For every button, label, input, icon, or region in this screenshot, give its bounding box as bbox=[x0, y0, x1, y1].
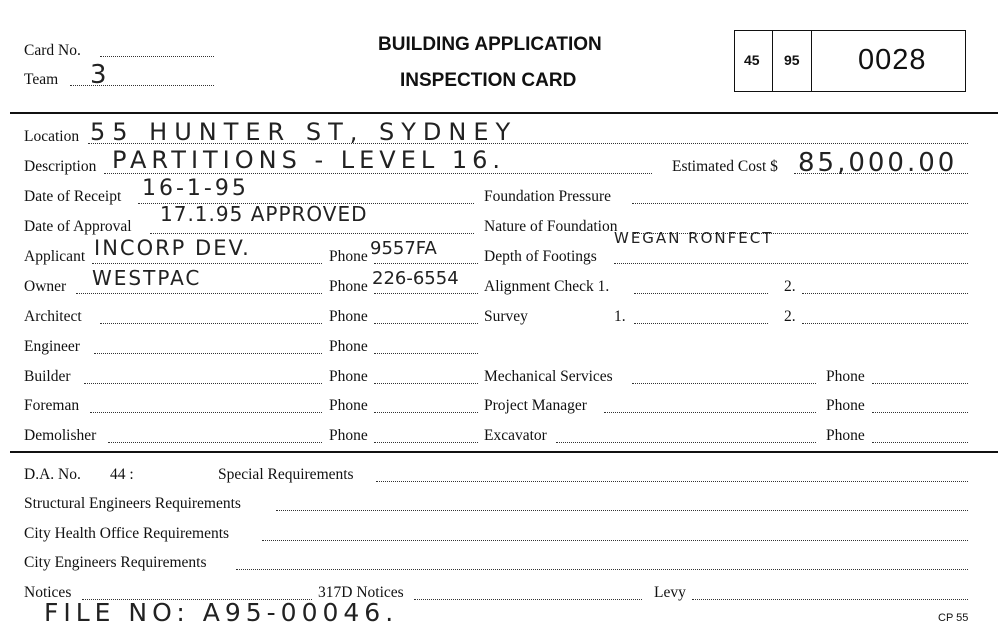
city-engineers-label: City Engineers Requirements bbox=[24, 554, 207, 571]
mechanical-services-field[interactable] bbox=[632, 383, 816, 384]
description-value: PARTITIONS - LEVEL 16. bbox=[112, 146, 506, 174]
date-of-receipt-value: 16-1-95 bbox=[142, 176, 249, 201]
middle-rule bbox=[10, 451, 998, 453]
form-title-line2: INSPECTION CARD bbox=[400, 70, 577, 91]
alignment-check-label: Alignment Check 1. bbox=[484, 278, 610, 295]
levy-label: Levy bbox=[654, 584, 686, 601]
owner-phone-field[interactable] bbox=[374, 293, 478, 294]
project-manager-phone-label: Phone bbox=[826, 397, 865, 414]
survey-label: Survey bbox=[484, 308, 528, 325]
applicant-label: Applicant bbox=[24, 248, 86, 265]
city-health-label: City Health Office Requirements bbox=[24, 525, 230, 542]
excavator-phone-label: Phone bbox=[826, 427, 865, 444]
applicant-phone-field[interactable] bbox=[374, 263, 478, 264]
date-of-approval-value: 17.1.95 APPROVED bbox=[160, 202, 368, 226]
team-label: Team bbox=[24, 71, 59, 88]
project-manager-field[interactable] bbox=[604, 412, 816, 413]
special-requirements-field[interactable] bbox=[376, 481, 968, 482]
applicant-value: INCORP DEV. bbox=[94, 236, 251, 260]
structural-engineers-field[interactable] bbox=[276, 510, 968, 511]
owner-field[interactable] bbox=[76, 293, 322, 294]
alignment-check-2-field[interactable] bbox=[802, 293, 968, 294]
applicant-phone-label: Phone bbox=[329, 248, 368, 265]
architect-phone-label: Phone bbox=[329, 308, 368, 325]
demolisher-phone-label: Phone bbox=[329, 427, 368, 444]
da-no-value: 44 : bbox=[110, 466, 134, 483]
date-of-receipt-label: Date of Receipt bbox=[24, 188, 122, 205]
excavator-phone-field[interactable] bbox=[872, 442, 968, 443]
depth-of-footings-field[interactable] bbox=[614, 263, 968, 264]
foreman-label: Foreman bbox=[24, 397, 80, 414]
builder-field[interactable] bbox=[84, 383, 322, 384]
description-label: Description bbox=[24, 158, 97, 175]
code-2: 95 bbox=[784, 52, 800, 68]
notices-label: Notices bbox=[24, 584, 72, 601]
mechanical-services-phone-label: Phone bbox=[826, 368, 865, 385]
da-no-label: D.A. No. bbox=[24, 466, 81, 483]
file-no-value: FILE NO: A95-00046. bbox=[44, 598, 399, 627]
form-title-line1: BUILDING APPLICATION bbox=[378, 34, 602, 55]
city-engineers-field[interactable] bbox=[236, 569, 968, 570]
alignment-check-2-label: 2. bbox=[784, 278, 796, 295]
date-of-approval-label: Date of Approval bbox=[24, 218, 132, 235]
mechanical-services-label: Mechanical Services bbox=[484, 368, 613, 385]
survey-2-field[interactable] bbox=[802, 323, 968, 324]
architect-phone-field[interactable] bbox=[374, 323, 478, 324]
city-health-field[interactable] bbox=[262, 540, 968, 541]
foreman-phone-field[interactable] bbox=[374, 412, 478, 413]
nature-of-foundation-label: Nature of Foundation bbox=[484, 218, 618, 235]
applicant-phone-value: 9557FA bbox=[370, 238, 437, 259]
engineer-field[interactable] bbox=[94, 353, 322, 354]
top-rule bbox=[10, 112, 998, 114]
engineer-phone-label: Phone bbox=[329, 338, 368, 355]
architect-field[interactable] bbox=[100, 323, 322, 324]
team-value: 3 bbox=[90, 60, 110, 90]
foreman-phone-label: Phone bbox=[329, 397, 368, 414]
foundation-pressure-label: Foundation Pressure bbox=[484, 188, 612, 205]
demolisher-label: Demolisher bbox=[24, 427, 97, 444]
demolisher-field[interactable] bbox=[108, 442, 322, 443]
foundation-pressure-field[interactable] bbox=[632, 203, 968, 204]
estimated-cost-label: Estimated Cost $ bbox=[672, 158, 778, 175]
applicant-field[interactable] bbox=[92, 263, 322, 264]
project-manager-phone-field[interactable] bbox=[872, 412, 968, 413]
mechanical-services-phone-field[interactable] bbox=[872, 383, 968, 384]
location-label: Location bbox=[24, 128, 80, 145]
code-1: 45 bbox=[744, 52, 760, 68]
excavator-label: Excavator bbox=[484, 427, 547, 444]
structural-engineers-label: Structural Engineers Requirements bbox=[24, 495, 241, 512]
architect-label: Architect bbox=[24, 308, 82, 325]
levy-field[interactable] bbox=[692, 599, 968, 600]
card-no-field[interactable] bbox=[100, 56, 214, 57]
survey-1-field[interactable] bbox=[634, 323, 768, 324]
builder-phone-label: Phone bbox=[329, 368, 368, 385]
date-of-approval-field[interactable] bbox=[150, 233, 474, 234]
form-code: CP 55 bbox=[938, 612, 969, 624]
nature-of-foundation-value: WEGAN RONFECT bbox=[614, 229, 774, 247]
special-requirements-label: Special Requirements bbox=[218, 466, 354, 483]
demolisher-phone-field[interactable] bbox=[374, 442, 478, 443]
depth-of-footings-label: Depth of Footings bbox=[484, 248, 597, 265]
survey-1-label: 1. bbox=[614, 308, 626, 325]
owner-phone-value: 226-6554 bbox=[372, 268, 459, 289]
notices-317d-field[interactable] bbox=[414, 599, 642, 600]
owner-value: WESTPAC bbox=[92, 266, 202, 290]
card-no-label: Card No. bbox=[24, 42, 81, 59]
location-value: 55 HUNTER ST, SYDNEY bbox=[90, 118, 518, 146]
survey-2-label: 2. bbox=[784, 308, 796, 325]
engineer-label: Engineer bbox=[24, 338, 80, 355]
engineer-phone-field[interactable] bbox=[374, 353, 478, 354]
excavator-field[interactable] bbox=[556, 442, 816, 443]
builder-phone-field[interactable] bbox=[374, 383, 478, 384]
foreman-field[interactable] bbox=[90, 412, 322, 413]
project-manager-label: Project Manager bbox=[484, 397, 587, 414]
notices-317d-label: 317D Notices bbox=[318, 584, 404, 601]
estimated-cost-value: 85,000.00 bbox=[798, 148, 958, 178]
owner-label: Owner bbox=[24, 278, 67, 295]
card-number: 0028 bbox=[858, 44, 927, 76]
owner-phone-label: Phone bbox=[329, 278, 368, 295]
alignment-check-1-field[interactable] bbox=[634, 293, 768, 294]
builder-label: Builder bbox=[24, 368, 71, 385]
